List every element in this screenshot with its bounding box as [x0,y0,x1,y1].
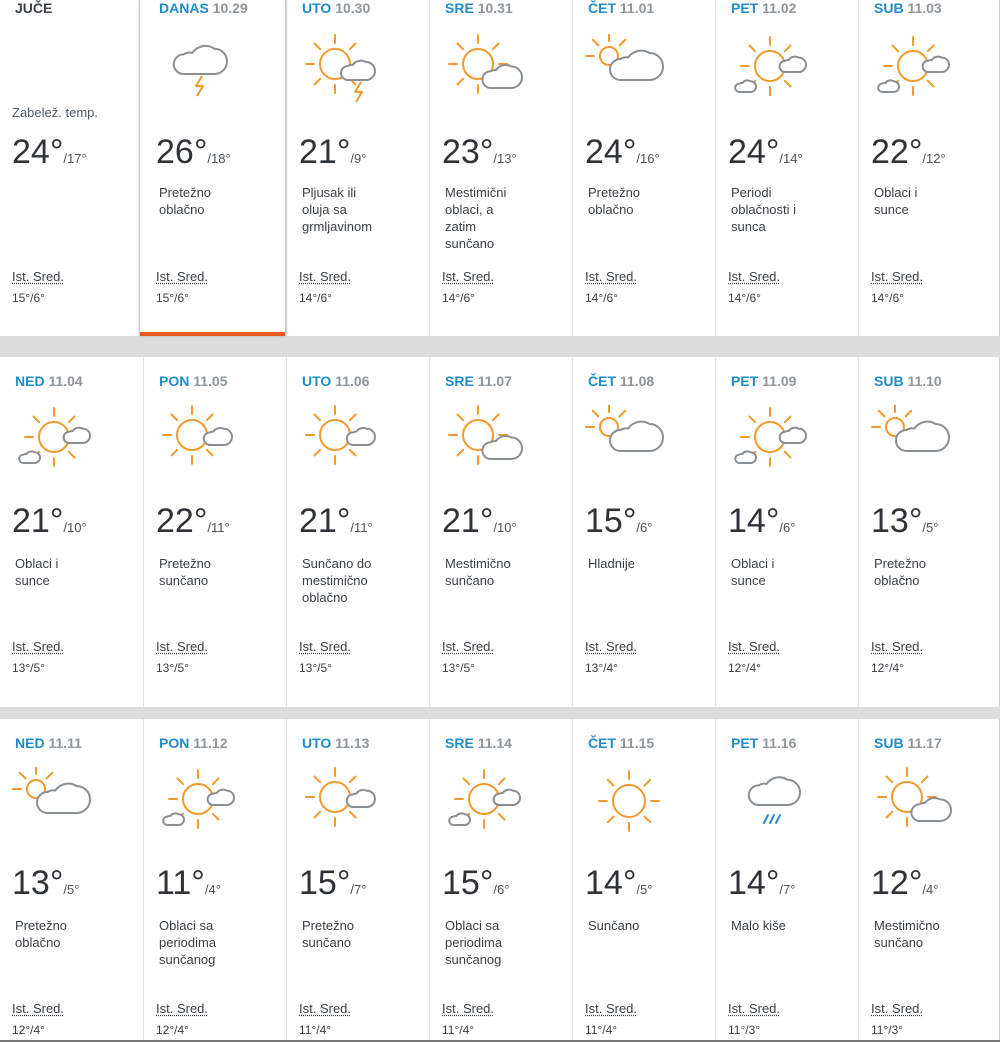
forecast-day[interactable] [286,719,429,1042]
weather-phrase-line: sunčanog [445,952,502,967]
sun-small-cloud-icon [299,767,389,837]
weather-phrase [302,917,420,951]
forecast-week-row [0,357,1000,707]
forecast-day[interactable] [143,357,286,707]
day-weekday: DANAS [159,0,209,16]
low-temp: /16° [636,151,660,166]
temperature [728,864,795,903]
weather-phrase [159,184,277,218]
day-name [874,0,942,16]
day-name [302,0,370,16]
historical-avg-value: 13°/5° [299,661,332,675]
temperature [12,133,87,172]
day-date: 11.01 [619,0,655,16]
day-date: 10.31 [477,0,513,16]
weather-phrase-line: oblačno [588,202,634,217]
weather-phrase-line: grmljavinom [302,219,373,234]
high-temp: 22° [871,133,923,171]
high-temp: 11° [156,864,205,902]
day-weekday: SUB [874,373,904,389]
low-temp: /5° [922,520,939,535]
temperature [156,502,230,541]
historical-avg-value: 15°/6° [12,291,45,305]
forecast-day[interactable] [858,0,1000,336]
temperature [871,133,946,172]
historical-avg-value: 12°/4° [156,1023,189,1037]
historical-avg-value: 13°/5° [442,661,475,675]
day-weekday: JUČE [15,0,53,16]
weather-phrase-line: sunčano [445,236,495,251]
day-date: 11.03 [907,0,942,16]
day-date: 11.06 [335,373,370,389]
day-weekday: NED [15,373,45,389]
day-date: 10.29 [212,0,248,16]
high-temp: 21° [12,502,64,540]
high-temp: 21° [299,502,351,540]
historical-avg-value: 14°/6° [299,291,332,305]
weather-phrase-line: sunčano [445,573,495,588]
day-name [874,373,942,389]
weather-phrase [588,555,706,572]
weather-phrase-line: Hladnije [588,556,635,571]
high-temp: 23° [442,133,494,171]
day-name [731,373,796,389]
historical-avg-value: 11°/3° [871,1023,904,1037]
weather-phrase [445,555,563,589]
historical-avg-value: 14°/6° [442,291,475,305]
high-temp: 24° [12,133,64,171]
weather-phrase-line: Oblaci i [874,185,918,200]
day-name [15,735,82,751]
high-temp: 15° [442,864,494,902]
day-weekday: SRE [445,0,474,16]
weather-phrase [15,917,133,951]
forecast-day[interactable] [0,357,143,707]
day-date: 11.10 [907,373,942,389]
high-temp: 14° [728,502,780,540]
temperature [728,502,795,541]
weather-phrase [445,917,563,968]
day-name [445,735,512,751]
mostly-cloudy-icon [585,405,675,475]
historical-avg-link[interactable]: Ist. Sred. [156,1001,209,1016]
temperature [299,502,373,541]
forecast-day[interactable] [429,719,572,1042]
high-temp: 22° [156,502,208,540]
sun-two-clouds-icon [871,34,961,104]
high-temp: 21° [299,133,351,171]
historical-avg-link[interactable]: Ist. Sred. [585,1001,638,1016]
low-temp: /18° [207,151,231,166]
weather-phrase-line: Pretežno [159,556,212,571]
forecast-day[interactable] [286,0,429,336]
weather-phrase-line: Periodi [731,185,772,200]
weather-phrase-line: Pretežno [588,185,641,200]
weather-phrase-line: sunčano [874,935,924,950]
temperature [871,502,938,541]
weather-phrase-line: mestimično [302,573,368,588]
high-temp: 14° [585,864,637,902]
historical-avg-link[interactable]: Ist. Sred. [156,269,209,284]
day-date: 11.15 [619,735,655,751]
historical-avg-link[interactable]: Ist. Sred. [156,639,209,654]
day-name [445,0,513,16]
weather-phrase [731,184,849,235]
mostly-cloudy-icon [871,405,961,475]
low-temp: /7° [350,882,367,897]
historical-avg-value: 11°/4° [299,1023,332,1037]
sun-behind-cloud-icon [871,767,961,837]
day-date: 10.30 [335,0,371,16]
sun-two-clouds-icon [156,767,246,837]
weather-phrase [588,917,706,934]
historical-avg-link[interactable]: Ist. Sred. [585,269,638,284]
low-temp: /7° [779,882,796,897]
high-temp: 15° [585,502,637,540]
weather-phrase [445,184,563,252]
day-name [15,0,52,16]
day-weekday: UTO [302,0,332,16]
weather-phrase-line: Pretežno [15,918,68,933]
low-temp: /12° [922,151,946,166]
forecast-day[interactable] [429,0,572,336]
historical-avg-link[interactable]: Ist. Sred. [871,1001,924,1016]
weather-phrase [731,917,849,934]
day-name [159,373,228,389]
weather-phrase-line: Mestimično [445,556,511,571]
weather-phrase-line: oblačno [159,202,205,217]
weather-phrase [302,555,420,606]
sun-two-clouds-icon [728,34,818,104]
low-temp: /11° [350,520,373,535]
forecast-day[interactable] [286,357,429,707]
weather-phrase-line: Oblaci sa [445,918,500,933]
day-name [588,735,654,751]
sun-cloud-storm-icon [299,34,389,104]
sun-two-clouds-icon [12,405,102,475]
low-temp: /6° [493,882,510,897]
day-weekday: ČET [588,735,616,751]
forecast-day-today[interactable] [139,0,286,336]
day-date: 11.05 [193,373,228,389]
historical-avg-value: 14°/6° [871,291,904,305]
day-weekday: SRE [445,735,474,751]
sun-behind-cloud-icon [442,405,532,475]
historical-avg-link[interactable]: Ist. Sred. [299,639,352,654]
day-weekday: PON [159,735,190,751]
forecast-week-row [0,0,1000,336]
recorded-temp-label: Zabelež. temp. [12,105,98,120]
day-weekday: SUB [874,735,904,751]
temperature [442,133,517,172]
historical-avg-value: 13°/5° [12,661,45,675]
temperature [12,864,79,903]
historical-avg-value: 14°/6° [585,291,618,305]
high-temp: 14° [728,864,780,902]
day-date: 11.07 [477,373,512,389]
forecast-day[interactable] [858,719,1000,1042]
historical-avg-link[interactable]: Ist. Sred. [12,1001,65,1016]
temperature [299,864,366,903]
day-weekday: UTO [302,735,332,751]
weather-phrase [588,184,706,218]
day-date: 11.11 [48,735,82,751]
day-name [874,735,942,751]
mostly-cloudy-icon [12,767,102,837]
weather-phrase-line: oblačnosti i [731,202,797,217]
day-date: 11.12 [193,735,228,751]
day-date: 11.14 [477,735,512,751]
weather-phrase-line: Sunčano [588,918,640,933]
day-date: 11.17 [907,735,942,751]
historical-avg-link[interactable]: Ist. Sred. [442,1001,495,1016]
day-name [302,373,369,389]
low-temp: /4° [204,882,221,897]
low-temp: /4° [922,882,939,897]
forecast-day[interactable] [715,357,858,707]
temperature [871,864,938,903]
weather-phrase [302,184,420,235]
high-temp: 12° [871,864,923,902]
weather-phrase-line: periodima [159,935,217,950]
forecast-day[interactable] [0,719,143,1042]
weather-phrase-line: sunce [15,573,50,588]
day-weekday: PET [731,735,759,751]
forecast-day[interactable] [429,357,572,707]
low-temp: /17° [63,151,87,166]
temperature [585,864,652,903]
historical-avg-link[interactable]: Ist. Sred. [299,269,352,284]
low-temp: /10° [493,520,517,535]
low-temp: /5° [63,882,80,897]
day-weekday: ČET [588,373,616,389]
weather-phrase [159,555,277,589]
day-weekday: NED [15,735,45,751]
weather-phrase-line: sunčano [302,935,352,950]
weather-phrase-line: oluja sa [302,202,347,217]
historical-avg-value: 12°/4° [12,1023,45,1037]
historical-avg-link[interactable]: Ist. Sred. [12,269,65,284]
weather-phrase-line: Pretežno [302,918,355,933]
weather-phrase-line: Pretežno [874,556,927,571]
weather-phrase [15,555,133,589]
weather-phrase-line: oblačno [302,590,348,605]
historical-avg-value: 13°/4° [585,661,618,675]
weather-phrase-line: Mestimično [874,918,940,933]
sun-small-cloud-icon [156,405,246,475]
historical-avg-value: 12°/4° [728,661,761,675]
high-temp: 13° [12,864,64,902]
historical-avg-link[interactable]: Ist. Sred. [12,639,65,654]
weather-phrase [874,555,992,589]
historical-avg-link[interactable]: Ist. Sred. [442,269,495,284]
historical-avg-value: 13°/5° [156,661,189,675]
weather-phrase-line: Malo kiše [731,918,786,933]
high-temp: 13° [871,502,923,540]
sun-two-clouds-icon [442,767,532,837]
temperature [12,502,87,541]
high-temp: 24° [585,133,637,171]
weather-phrase-line: sunce [874,202,909,217]
day-name [588,373,654,389]
weather-phrase-line: oblačno [15,935,61,950]
day-name [302,735,369,751]
day-date: 11.08 [619,373,655,389]
weather-phrase [159,917,277,968]
weather-phrase [731,555,849,589]
cloud-lightning-icon [156,34,246,104]
forecast-week-row [0,719,1000,1042]
day-weekday: PON [159,373,190,389]
weather-phrase-line: Oblaci i [15,556,59,571]
historical-avg-link[interactable]: Ist. Sred. [585,639,638,654]
low-temp: /14° [779,151,803,166]
high-temp: 21° [442,502,494,540]
temperature [585,502,652,541]
low-temp: /9° [350,151,367,166]
high-temp: 24° [728,133,780,171]
forecast-day[interactable] [715,0,858,336]
low-temp: /5° [636,882,653,897]
temperature [299,133,366,172]
high-temp: 26° [156,133,208,171]
day-name [15,373,83,389]
day-weekday: UTO [302,373,332,389]
day-name [731,0,796,16]
weather-phrase [874,184,992,218]
day-date: 11.16 [762,735,797,751]
day-weekday: PET [731,373,759,389]
historical-avg-value: 11°/3° [728,1023,761,1037]
historical-avg-link[interactable]: Ist. Sred. [728,269,781,284]
historical-avg-link[interactable]: Ist. Sred. [871,639,924,654]
forecast-day[interactable] [715,719,858,1042]
day-weekday: ČET [588,0,616,16]
historical-avg-value: 11°/4° [442,1023,475,1037]
temperature [728,133,803,172]
day-name [445,373,512,389]
day-date: 11.04 [48,373,83,389]
temperature [585,133,660,172]
historical-avg-link[interactable]: Ist. Sred. [728,1001,781,1016]
historical-avg-value: 12°/4° [871,661,904,675]
forecast-day[interactable] [143,719,286,1042]
weather-phrase-line: Oblaci sa [159,918,214,933]
day-date: 11.13 [335,735,370,751]
forecast-day-yesterday[interactable] [0,0,143,336]
day-name [731,735,796,751]
low-temp: /13° [493,151,517,166]
historical-avg-value: 14°/6° [728,291,761,305]
low-temp: /10° [63,520,87,535]
temperature [442,864,509,903]
weather-phrase-line: sunce [731,573,766,588]
weather-phrase-line: Pretežno [159,185,212,200]
weather-phrase-line: Sunčano do [302,556,372,571]
sun-icon [585,767,675,837]
low-temp: /11° [207,520,230,535]
day-date: 11.09 [762,373,797,389]
historical-avg-link[interactable]: Ist. Sred. [871,269,924,284]
weather-phrase-line: Mestimični [445,185,507,200]
day-weekday: SUB [874,0,904,16]
forecast-day[interactable] [858,357,1000,707]
weather-phrase-line: oblaci, a [445,202,494,217]
weather-phrase-line: Pljusak ili [302,185,357,200]
high-temp: 15° [299,864,351,902]
weather-phrase-line: zatim [445,219,477,234]
day-weekday: PET [731,0,759,16]
weather-phrase-line: sunca [731,219,766,234]
weather-phrase-line: periodima [445,935,503,950]
temperature [156,133,231,172]
historical-avg-link[interactable]: Ist. Sred. [728,639,781,654]
forecast-day[interactable] [572,719,715,1042]
day-date: 11.02 [762,0,797,16]
low-temp: /6° [779,520,796,535]
sun-two-clouds-icon [728,405,818,475]
cloud-rain-icon [728,767,818,837]
historical-avg-link[interactable]: Ist. Sred. [442,639,495,654]
temperature [442,502,517,541]
forecast-day[interactable] [572,0,715,336]
historical-avg-link[interactable]: Ist. Sred. [299,1001,352,1016]
sun-behind-cloud-icon [442,34,532,104]
historical-avg-value: 11°/4° [585,1023,618,1037]
historical-avg-value: 15°/6° [156,291,189,305]
temperature [156,864,221,903]
mostly-cloudy-icon [585,34,675,104]
weather-phrase-line: oblačno [874,573,920,588]
weather-phrase-line: sunčano [159,573,209,588]
weather-phrase [874,917,992,951]
low-temp: /6° [636,520,653,535]
weather-phrase-line: sunčanog [159,952,216,967]
forecast-day[interactable] [572,357,715,707]
day-weekday: SRE [445,373,474,389]
day-name [159,735,228,751]
day-name [588,0,654,16]
weather-phrase-line: Oblaci i [731,556,775,571]
sun-small-cloud-icon [299,405,389,475]
day-name [159,0,248,16]
